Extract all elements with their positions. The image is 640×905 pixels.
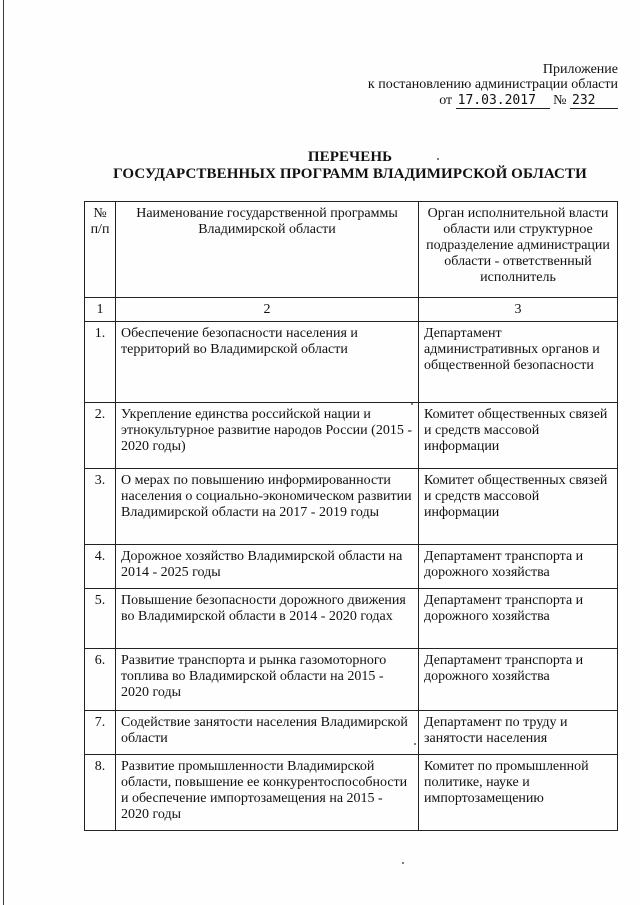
program-name: Содействие занятости населения Владимирской области [116,711,419,755]
row-number: 4. [85,545,116,589]
responsible-executor: Департамент административных органов и общественной безопасности [419,322,618,403]
scan-speck [402,862,404,864]
document-title [80,149,620,183]
program-name: Обеспечение безопасности населения и территорий во Владимирской области [116,322,419,403]
from-prefix: от [439,93,453,108]
table-row [85,711,618,755]
row-number: 7. [85,711,116,755]
responsible-executor: Комитет общественных связей и средств массовой информации [419,469,618,545]
responsible-executor: Департамент транспорта и дорожного хозяйства [419,545,618,589]
appendix-date-line [300,93,618,109]
programs-table [84,201,618,831]
table-row [85,649,618,711]
table-row [85,403,618,469]
number-sign: № [553,93,567,108]
row-number: 3. [85,469,116,545]
program-name: Укрепление единства российской нации и этнокультурное развитие народов России (2015 - 2020 годы) [116,403,419,469]
program-name: Повышение безопасности дорожного движения во Владимирской области в 2014 - 2020 годах [116,589,419,649]
responsible-executor: Комитет по промышленной политике, науке и импортозамещению [419,755,618,831]
decree-date: 17.03.2017 [456,94,550,109]
table-row [85,545,618,589]
appendix-block [300,62,618,109]
responsible-executor: Департамент транспорта и дорожного хозяйства [419,649,618,711]
row-number: 2. [85,403,116,469]
program-name: Дорожное хозяйство Владимирской области на 2014 - 2025 годы [116,545,419,589]
row-number: 6. [85,649,116,711]
header-name: Наименование государственной программы Владимирской области [116,202,419,298]
column-index-cell: 1 [85,298,116,322]
column-index-row [85,298,618,322]
responsible-executor: Департамент транспорта и дорожного хозяйства [419,589,618,649]
table-header-row [85,202,618,298]
header-org: Орган исполнительной власти области или структурное подразделение администрации области - ответственный исполнитель [419,202,618,298]
scan-speck [411,403,413,405]
title-line-1: ПЕРЕЧЕНЬ [307,149,393,165]
table-row [85,469,618,545]
column-index-cell: 3 [419,298,618,322]
table-row [85,755,618,831]
header-num: № п/п [85,202,116,298]
row-number: 5. [85,589,116,649]
appendix-label: Приложение [542,62,618,77]
appendix-decree-ref: к постановлению администрации области [367,77,618,92]
decree-number: 232 [570,94,618,109]
program-name: О мерах по повышению информированности населения о социально-экономическом развитии Владимирской области на 2017 - 2019 годы [116,469,419,545]
scan-edge-line [3,0,4,905]
responsible-executor: Комитет общественных связей и средств массовой информации [419,403,618,469]
scan-speck [414,743,416,745]
column-index-cell: 2 [116,298,419,322]
scan-speck [437,158,439,160]
program-name: Развитие транспорта и рынка газомоторного топлива во Владимирской области на 2015 - 2020 годы [116,649,419,711]
program-name: Развитие промышленности Владимирской области, повышение ее конкурентоспособности и обеспечение импортозамещения на 2015 - 2020 годы [116,755,419,831]
title-line-2: ГОСУДАРСТВЕННЫХ ПРОГРАММ ВЛАДИМИРСКОЙ ОБЛАСТИ [113,166,587,182]
table-row [85,589,618,649]
row-number: 1. [85,322,116,403]
row-number: 8. [85,755,116,831]
responsible-executor: Департамент по труду и занятости населения [419,711,618,755]
table-row [85,322,618,403]
